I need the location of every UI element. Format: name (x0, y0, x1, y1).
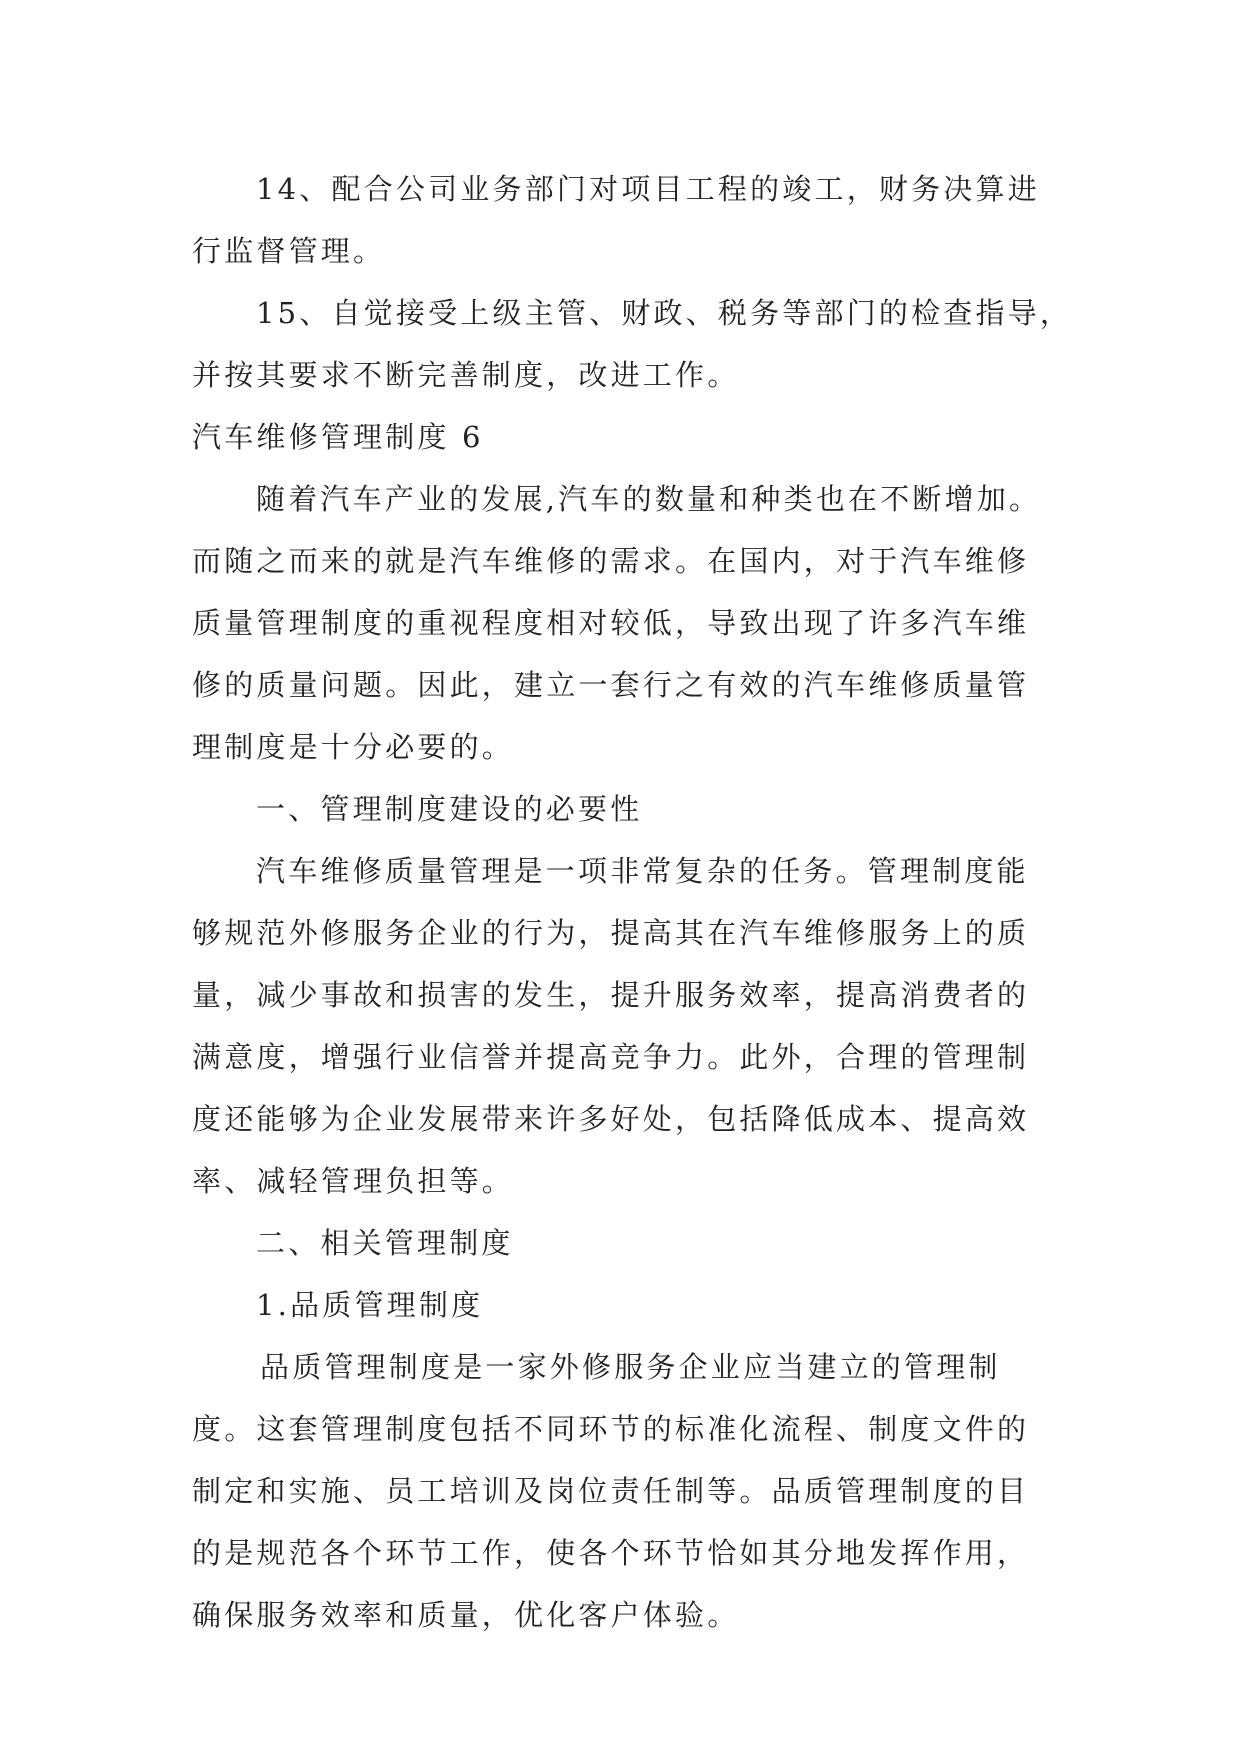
paragraph-line: 率、减轻管理负担等。 (192, 1164, 515, 1198)
paragraph-line-item-15: 15、自觉接受上级主管、财政、税务等部门的检查指导， (256, 296, 1073, 330)
paragraph-line: 随着汽车产业的发展,汽车的数量和种类也在不断增加。 (256, 482, 1042, 516)
paragraph-line-item-15-cont: 并按其要求不断完善制度，改进工作。 (192, 358, 740, 392)
paragraph-line: 够规范外修服务企业的行为，提高其在汽车维修服务上的质 (192, 916, 1030, 950)
paragraph-line-item-14: 14、配合公司业务部门对项目工程的竣工，财务决算进 (256, 172, 1040, 206)
paragraph-line: 汽车维修质量管理是一项非常复杂的任务。管理制度能 (256, 854, 1029, 888)
subheading-necessity: 一、管理制度建设的必要性 (256, 792, 643, 826)
document-page (192, 158, 1073, 1646)
paragraph-line: 质量管理制度的重视程度相对较低，导致出现了许多汽车维 (192, 606, 1030, 640)
paragraph-line: 的是规范各个环节工作，使各个环节恰如其分地发挥作用， (192, 1536, 1030, 1570)
paragraph-line: 制定和实施、员工培训及岗位责任制等。品质管理制度的目 (192, 1474, 1030, 1508)
paragraph-line: 量，减少事故和损害的发生，提升服务效率，提高消费者的 (192, 978, 1030, 1012)
paragraph-line: 理制度是十分必要的。 (192, 730, 515, 764)
section-heading: 汽车维修管理制度 6 (192, 420, 484, 454)
paragraph-line-item-14-cont: 行监督管理。 (192, 234, 386, 268)
paragraph-line: 满意度，增强行业信誉并提高竞争力。此外，合理的管理制 (192, 1040, 1030, 1074)
paragraph-line: 品质管理制度是一家外修服务企业应当建立的管理制 (260, 1350, 1001, 1384)
paragraph-line: 度。这套管理制度包括不同环节的标准化流程、制度文件的 (192, 1412, 1030, 1446)
paragraph-line: 而随之而来的就是汽车维修的需求。在国内，对于汽车维修 (192, 544, 1030, 578)
subheading-related-systems: 二、相关管理制度 (256, 1226, 514, 1260)
paragraph-line: 确保服务效率和质量，优化客户体验。 (192, 1598, 740, 1632)
paragraph-line: 修的质量问题。因此，建立一套行之有效的汽车维修质量管 (192, 668, 1030, 702)
paragraph-line: 度还能够为企业发展带来许多好处，包括降低成本、提高效 (192, 1102, 1030, 1136)
subheading-quality-system: 1.品质管理制度 (256, 1288, 484, 1322)
